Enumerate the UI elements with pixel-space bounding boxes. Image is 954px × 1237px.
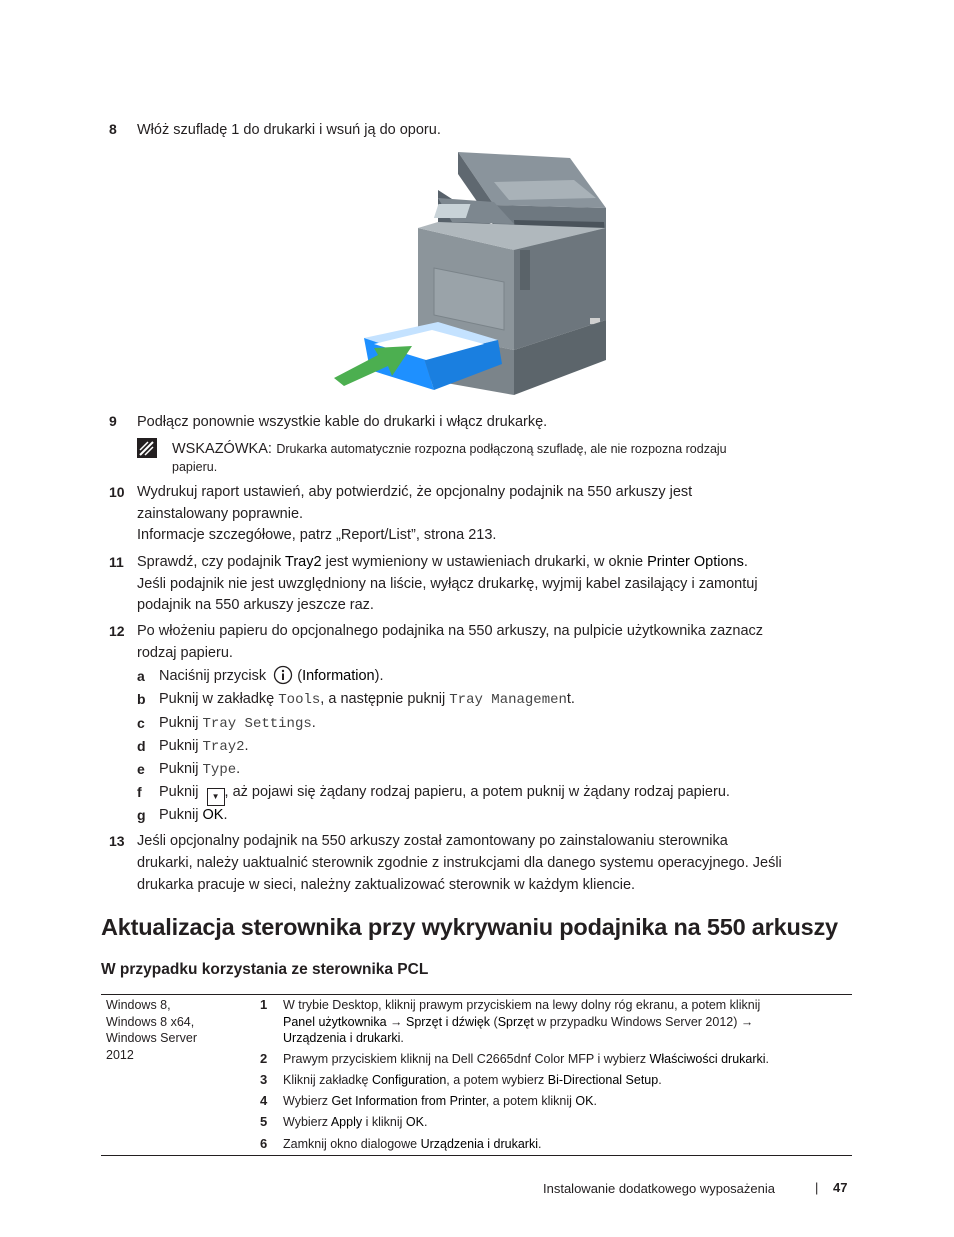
substep-letter: d: [137, 738, 146, 754]
step-number: 8: [109, 121, 117, 137]
step-text: rodzaj papieru.: [137, 645, 233, 661]
table-step-number: 6: [260, 1136, 268, 1151]
substep-letter: a: [137, 668, 145, 684]
step-text: zainstalowany poprawnie.: [137, 506, 304, 522]
substep-text: Puknij w zakładkę Tools, a następnie puknij Tray Management.: [159, 691, 575, 708]
note-label: WSKAZÓWKA:: [172, 441, 272, 457]
step-text: Podłącz ponownie wszystkie kable do drukarki i włącz drukarkę.: [137, 414, 548, 430]
step-text: Jeśli opcjonalny podajnik na 550 arkuszy został zamontowany po zainstalowaniu sterownika: [137, 833, 728, 849]
info-icon: [273, 665, 293, 685]
note-text: Drukarka automatycznie rozpozna podłączoną szufladę, ale nie rozpozna rodzaju: [276, 442, 727, 456]
step-number: 13: [109, 833, 125, 849]
table-row: W trybie Desktop, kliknij prawym przyciskiem na lewy dolny róg ekranu, a potem kliknij Panel użytkownika → Sprzęt i dźwięk (Sprzęt w przypadku Windows Server 2012) → Urządzenia i drukarki.: [283, 998, 761, 1045]
note-block: [172, 440, 727, 458]
substep-text: Puknij Type.: [159, 761, 241, 778]
footer-separator: |: [815, 1180, 819, 1195]
step-text: Włóż szufladę 1 do drukarki i wsuń ją do oporu.: [137, 122, 441, 138]
cross-reference-link[interactable]: Informacje szczegółowe, patrz „Report/List”, strona 213.: [137, 527, 497, 543]
substep-letter: g: [137, 807, 146, 823]
note-pencil-icon: [137, 438, 157, 458]
step-number: 12: [109, 623, 125, 639]
substep-letter: f: [137, 784, 142, 800]
substep-letter: c: [137, 715, 145, 731]
step-text: Po włożeniu papieru do opcjonalnego podajnika na 550 arkuszy, na pulpicie użytkownika zaznacz: [137, 623, 764, 639]
substep-letter: e: [137, 761, 145, 777]
step-text: Wydrukuj raport ustawień, aby potwierdzić, że opcjonalny podajnik na 550 arkuszy jest: [137, 484, 693, 500]
substep-text: Puknij Tray Settings.: [159, 715, 316, 732]
table-row: Prawym przyciskiem kliknij na Dell C2665dnf Color MFP i wybierz Właściwości drukarki.: [283, 1052, 770, 1066]
table-bottom-rule: [101, 1155, 852, 1156]
section-title: Aktualizacja sterownika przy wykrywaniu podajnika na 550 arkuszy: [101, 914, 838, 940]
printer-illustration: [334, 150, 610, 395]
table-row: Kliknij zakładkę Configuration, a potem wybierz Bi-Directional Setup.: [283, 1073, 662, 1087]
page-number: 47: [833, 1180, 848, 1195]
subsection-title: W przypadku korzystania ze sterownika PCL: [101, 961, 429, 978]
step-text: podajnik na 550 arkuszy jeszcze raz.: [137, 597, 374, 613]
table-step-number: 3: [260, 1072, 268, 1087]
step-number: 11: [109, 554, 124, 570]
step-text: Jeśli podajnik nie jest uwzględniony na liście, wyłącz drukarkę, wyjmij kabel zasilający i zamontuj: [137, 576, 758, 592]
os-cell: Windows 8, Windows 8 x64, Windows Server 2012: [106, 998, 197, 1062]
substep-text: Puknij Tray2.: [159, 738, 249, 755]
table-row: Wybierz Get Information from Printer, a potem kliknij OK.: [283, 1094, 597, 1108]
table-step-number: 4: [260, 1093, 268, 1108]
note-text-cont: papieru.: [172, 460, 218, 474]
step-text: drukarki, należy uaktualnić sterownik zgodnie z instrukcjami dla danego systemu operacyjnego. Jeśli: [137, 855, 782, 871]
step-number: 10: [109, 484, 125, 500]
substep-text: Puknij OK.: [159, 807, 228, 823]
footer-section-name: Instalowanie dodatkowego wyposażenia: [543, 1181, 775, 1196]
table-step-number: 2: [260, 1051, 268, 1066]
table-step-number: 5: [260, 1114, 268, 1129]
substep-letter: b: [137, 691, 146, 707]
substep-text: Puknij ▼ , aż pojawi się żądany rodzaj papieru, a potem puknij w żądany rodzaj papieru.: [159, 781, 730, 806]
table-row: Zamknij okno dialogowe Urządzenia i drukarki.: [283, 1137, 542, 1151]
table-row: Wybierz Apply i kliknij OK.: [283, 1115, 428, 1129]
step-text: Sprawdź, czy podajnik Tray2 jest wymieniony w ustawieniach drukarki, w oknie Printer Options.: [137, 554, 748, 570]
dropdown-arrow-icon: ▼: [207, 788, 225, 806]
step-text: drukarka pracuje w sieci, należny zaktualizować sterownik w każdym kliencie.: [137, 877, 636, 893]
step-number: 9: [109, 413, 117, 429]
table-step-number: 1: [260, 997, 268, 1012]
table-top-rule: [101, 994, 852, 995]
substep-text: Naciśnij przycisk (Information).: [159, 665, 383, 687]
